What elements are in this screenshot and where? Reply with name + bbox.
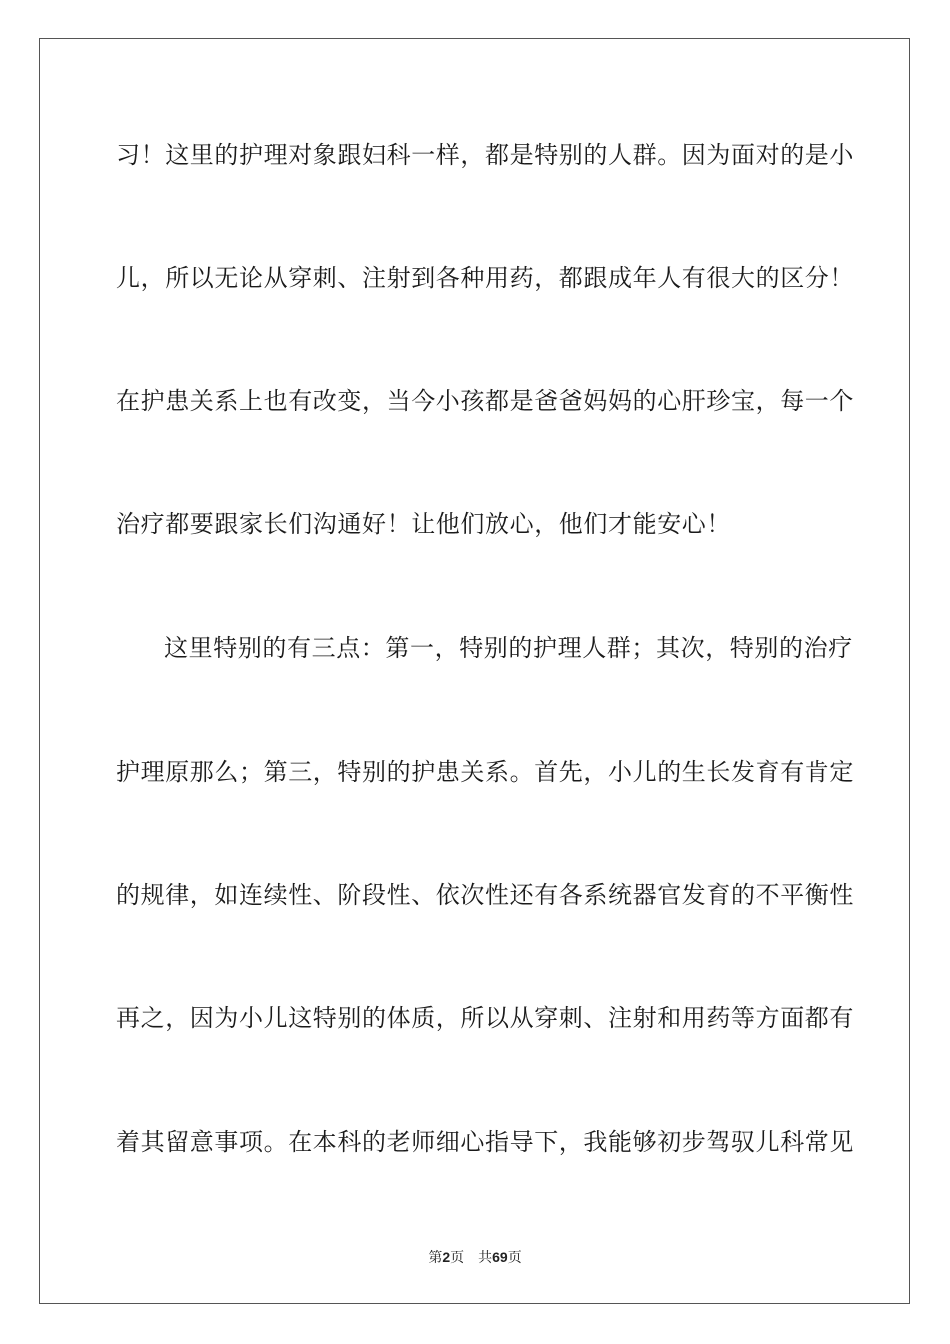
text-line: 治疗都要跟家长们沟通好！让他们放心，他们才能安心！ — [116, 510, 731, 538]
total-prefix: 共 — [478, 1250, 493, 1266]
text-line: 再之，因为小儿这特别的体质，所以从穿刺、注射和用药等方面都有 — [116, 1004, 854, 1032]
page-footer — [0, 1248, 950, 1267]
paragraph-first-line: 这里特别的有三点：第一，特别的护理人群；其次，特别的治疗 — [164, 634, 853, 662]
page-border — [39, 38, 910, 1304]
page-suffix: 页 — [450, 1250, 465, 1266]
text-line: 习！这里的护理对象跟妇科一样，都是特别的人群。因为面对的是小 — [116, 141, 854, 169]
text-line: 护理原那么；第三，特别的护患关系。首先，小儿的生长发育有肯定 — [116, 758, 854, 786]
text-line: 着其留意事项。在本科的老师细心指导下，我能够初步驾驭儿科常见 — [116, 1128, 854, 1156]
text-line: 儿，所以无论从穿刺、注射到各种用药，都跟成年人有很大的区分！ — [116, 264, 854, 292]
page-total: 69 — [492, 1249, 508, 1265]
text-line: 的规律，如连续性、阶段性、依次性还有各系统器官发育的不平衡性 — [116, 881, 854, 909]
total-suffix: 页 — [507, 1250, 522, 1266]
page-number: 2 — [442, 1249, 451, 1265]
text-line: 在护患关系上也有改变，当今小孩都是爸爸妈妈的心肝珍宝，每一个 — [116, 387, 854, 415]
page-prefix: 第 — [428, 1250, 443, 1266]
